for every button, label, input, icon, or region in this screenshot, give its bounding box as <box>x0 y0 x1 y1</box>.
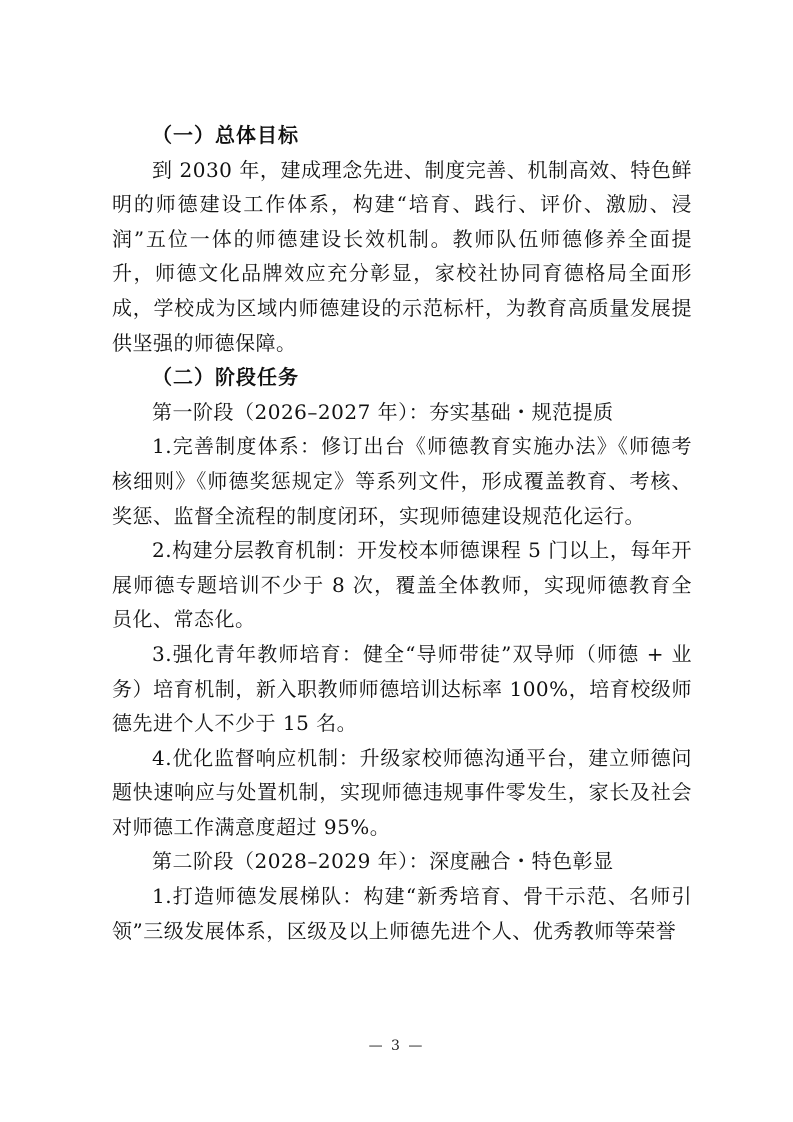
section-heading-overall-goal: （一）总体目标 <box>152 123 299 147</box>
stage-two-title: 第二阶段（2028–2029 年）：深度融合・特色彰显 <box>152 849 614 874</box>
document-body <box>112 118 692 948</box>
section-heading-stage-tasks: （二）阶段任务 <box>152 365 299 390</box>
stage-one-item-4: 4.优化监督响应机制：升级家校师德沟通平台，建立师德问题快速响应与处置机制，实现师德违规事件零发生，家长及社会对师德工作满意度超过 95%。 <box>112 745 692 839</box>
stage-one-item-2: 2.构建分层教育机制：开发校本师德课程 5 门以上，每年开展师德专题培训不少于 8 次，覆盖全体教师，实现师德教育全员化、常态化。 <box>112 538 692 632</box>
page-number: — 3 — <box>368 1038 425 1054</box>
stage-one-title: 第一阶段（2026–2027 年）：夯实基础・规范提质 <box>152 399 614 424</box>
stage-two-item-1: 1.打造师德发展梯队：构建“新秀培育、骨干示范、名师引领”三级发展体系，区级及以上师德先进个人、优秀教师等荣誉 <box>112 884 692 943</box>
paragraph-overall-goal: 到 2030 年，建成理念先进、制度完善、机制高效、特色鲜明的师德建设工作体系，构建“培育、践行、评价、激励、浸润”五位一体的师德建设长效机制。教师队伍师德修养全面提升，师德文化品牌效应充分彰显，家校社协同育德格局全面形成，学校成为区域内师德建设的示范标杆，为教育高质量发展提供坚强的师德保障。 <box>112 157 692 355</box>
stage-one-item-3: 3.强化青年教师培育：健全“导师带徒”双导师（师德 + 业务）培育机制，新入职教师师德培训达标率 100%，培育校级师德先进个人不少于 15 名。 <box>112 641 692 736</box>
stage-one-item-1: 1.完善制度体系：修订出台《师德教育实施办法》《师德考核细则》《师德奖惩规定》等系列文件，形成覆盖教育、考核、奖惩、监督全流程的制度闭环，实现师德建设规范化运行。 <box>112 434 692 528</box>
